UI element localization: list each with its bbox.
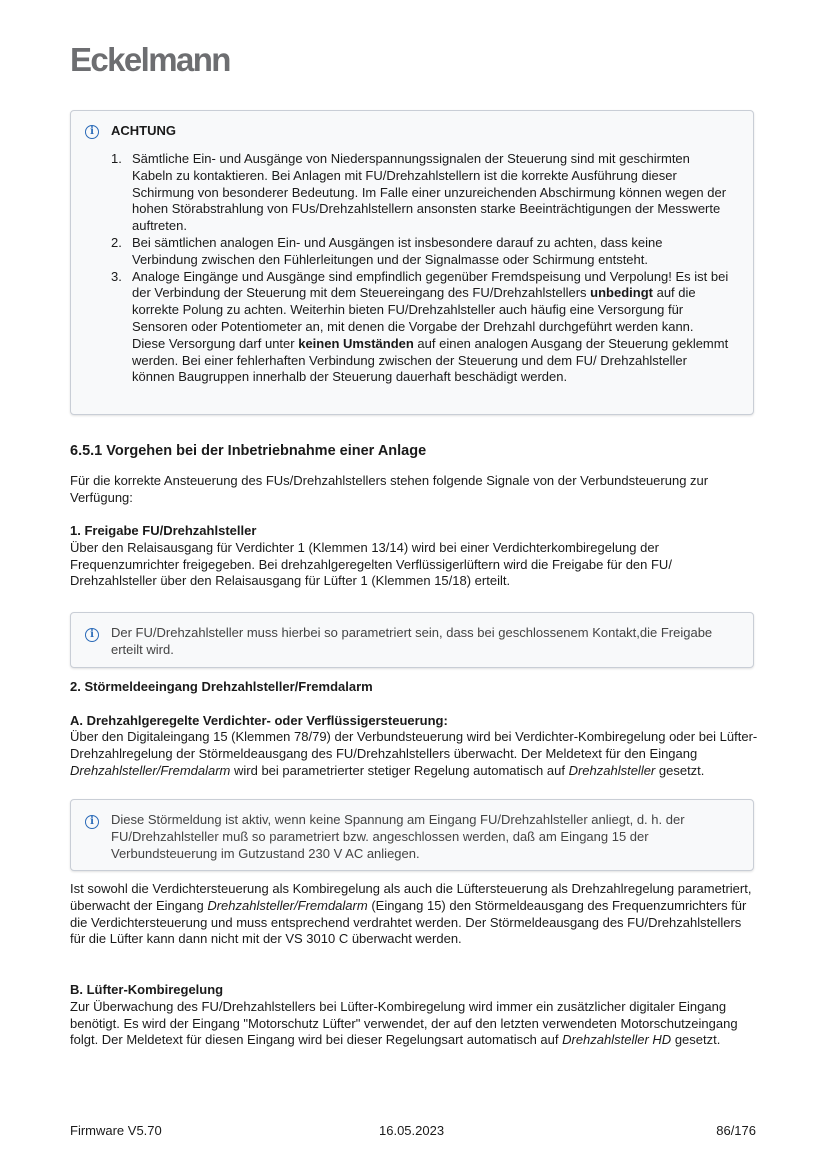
item-text: Diese Versorgung darf unter bbox=[132, 335, 299, 351]
emphasis: keinen Umständen bbox=[298, 335, 414, 351]
note-box bbox=[70, 612, 754, 668]
intro-paragraph: Für die korrekte Ansteuerung des FUs/Drehzahlstellers stehen folgende Signale von der Verbundsteuerung zur Verfügung: bbox=[70, 473, 709, 505]
item-text: Analoge Eingänge und Ausgänge sind empfindlich gegenüber Fremdspeisung und Verpolung! Es ist bei der Verbindung der Steuerung mit dem Steuereingang des FU/Drehzahlstellers bbox=[132, 268, 729, 301]
item-text: auf die korrekte Polung zu achten. Weiterhin bieten FU/Drehzahlsteller auch häufig eine Versorgung für Sensoren oder Potentiometer an, mit denen die Vorgabe der Drehzahl durchgeführt werden kann. bbox=[132, 285, 696, 334]
note-text: Der FU/Drehzahlsteller muss hierbei so parametriert sein, dass bei geschlossenem Kontakt,die Freigabe erteilt wird. bbox=[111, 625, 713, 657]
paragraph-text: Ist sowohl die Verdichtersteuerung als Kombiregelung als auch die Lüftersteuerung als Drehzahlregelung parametriert, überwacht der Eingang bbox=[70, 881, 752, 913]
list-item bbox=[111, 151, 731, 235]
paragraph-text: (Eingang 15) den Störmeldeausgang des Frequenzumrichters für die Verdichtersteuerung und muss entsprechend verdrahtet werden. Der Störmeldeausgang des FU/Drehzahlstellers für die Lüfter kann dann nicht mit der VS 3010 C überwacht werden. bbox=[70, 897, 747, 947]
info-icon: i bbox=[85, 815, 99, 829]
list-item bbox=[111, 269, 731, 387]
list-item bbox=[111, 235, 731, 269]
paragraph bbox=[70, 881, 758, 948]
freigabe-section bbox=[70, 523, 758, 590]
emphasis: Drehzahlsteller bbox=[568, 762, 656, 778]
emphasis: unbedingt bbox=[590, 285, 653, 301]
item-text: Sämtliche Ein- und Ausgänge von Niederspannungssignalen der Steuerung sind mit geschirmten Kabeln zu kontaktieren. Bei Anlagen mit FU/Drehzahlstellern ist die korrekte Ausführung dieser Schirmung von besonderer Bedeutung. Im Falle einer unzureichenden Abschirmung können wegen der hohen Störabstrahlung von FUs/Drehzahlstellern ansonsten starke Beeinträchtigungen der Messwerte auftreten. bbox=[132, 151, 727, 234]
paragraph: Über den Digitaleingang 15 (Klemmen 78/79) der Verbundsteuerung wird bei Verdichter-Kombiregelung oder bei Lüfter-Drehzahlregelung der Störmeldeausgang des FU/Drehzahlstellers überwacht. Der Meldetext für den Eingang bbox=[70, 729, 758, 762]
section-heading: 6.5.1 Vorgehen bei der Inbetriebnahme einer Anlage bbox=[70, 443, 427, 459]
subheading: 1. Freigabe FU/Drehzahlsteller bbox=[70, 523, 257, 538]
eckelmann-logo: Eckelmann bbox=[70, 41, 230, 78]
paragraph: Zur Überwachung des FU/Drehzahlstellers bei Lüfter-Kombiregelung wird immer ein zusätzlicher digitaler Eingang benötigt. Es wird der Eingang "Motorschutz Lüfter" verwendet, der auf den letzten verwendeten Motorschutzeingang folgt. Der Meldetext für diesen Eingang wird bei dieser Regelungsart automatisch auf bbox=[70, 998, 738, 1048]
note-text: Diese Störmeldung ist aktiv, wenn keine Spannung am Eingang FU/Drehzahlsteller anliegt, d. h. der FU/Drehzahlsteller muß so parametriert bzw. angeschlossen werden, daß am Eingang 15 der Verbundsteuerung im Gutzustand 230 V AC anliegen. bbox=[111, 812, 685, 861]
paragraph: wird bei parametrierter stetiger Regelung automatisch auf bbox=[230, 762, 569, 778]
item-text: Bei sämtlichen analogen Ein- und Ausgängen ist insbesondere darauf zu achten, dass keine Verbindung zwischen den Fühlerleitungen und der Signalmasse oder Schirmung entsteht. bbox=[132, 234, 663, 267]
kombiregelung-section bbox=[70, 982, 758, 1049]
note-box bbox=[70, 799, 754, 871]
warning-title: ACHTUNG bbox=[111, 123, 176, 138]
footer-page-number: 86/176 bbox=[716, 1123, 756, 1138]
paragraph: gesetzt. bbox=[671, 1032, 721, 1048]
footer-date: 16.05.2023 bbox=[379, 1123, 445, 1138]
info-icon: i bbox=[85, 628, 99, 642]
emphasis: Drehzahlsteller/Fremdalarm bbox=[70, 762, 231, 778]
item-number: 3. bbox=[111, 268, 122, 284]
warning-list bbox=[111, 151, 731, 386]
item-number: 2. bbox=[111, 234, 122, 250]
item-number: 1. bbox=[111, 151, 122, 166]
footer-firmware: Firmware V5.70 bbox=[70, 1123, 162, 1138]
subheading: B. Lüfter-Kombiregelung bbox=[70, 982, 224, 997]
emphasis: Drehzahlsteller HD bbox=[562, 1032, 672, 1048]
item-text: auf einen analogen Ausgang der Steuerung geklemmt werden. Bei einer fehlerhaften Verbindung zwischen der Steuerung und dem FU/ Drehzahlsteller können Baugruppen innerhalb der Steuerung dauerhaft beschädigt werden. bbox=[132, 335, 729, 385]
info-icon: i bbox=[85, 125, 99, 139]
paragraph: Über den Relaisausgang für Verdichter 1 (Klemmen 13/14) wird bei einer Verdichterkombiregelung der Frequenzumrichter freigegeben. Bei drehzahlgeregelten Verflüssigerlüftern wird die Freigabe für den FU/ Drehzahlsteller über den Relaisausgang für Lüfter 1 (Klemmen 15/18) erteilt. bbox=[70, 539, 672, 589]
subheading: A. Drehzahlgeregelte Verdichter- oder Verflüssigersteuerung: bbox=[70, 712, 448, 728]
stoermelde-section bbox=[70, 679, 758, 780]
warning-box bbox=[70, 110, 754, 415]
emphasis: Drehzahlsteller/Fremdalarm bbox=[207, 897, 368, 913]
paragraph: gesetzt. bbox=[655, 762, 705, 778]
subheading: 2. Störmeldeeingang Drehzahlsteller/Fremdalarm bbox=[70, 679, 373, 694]
